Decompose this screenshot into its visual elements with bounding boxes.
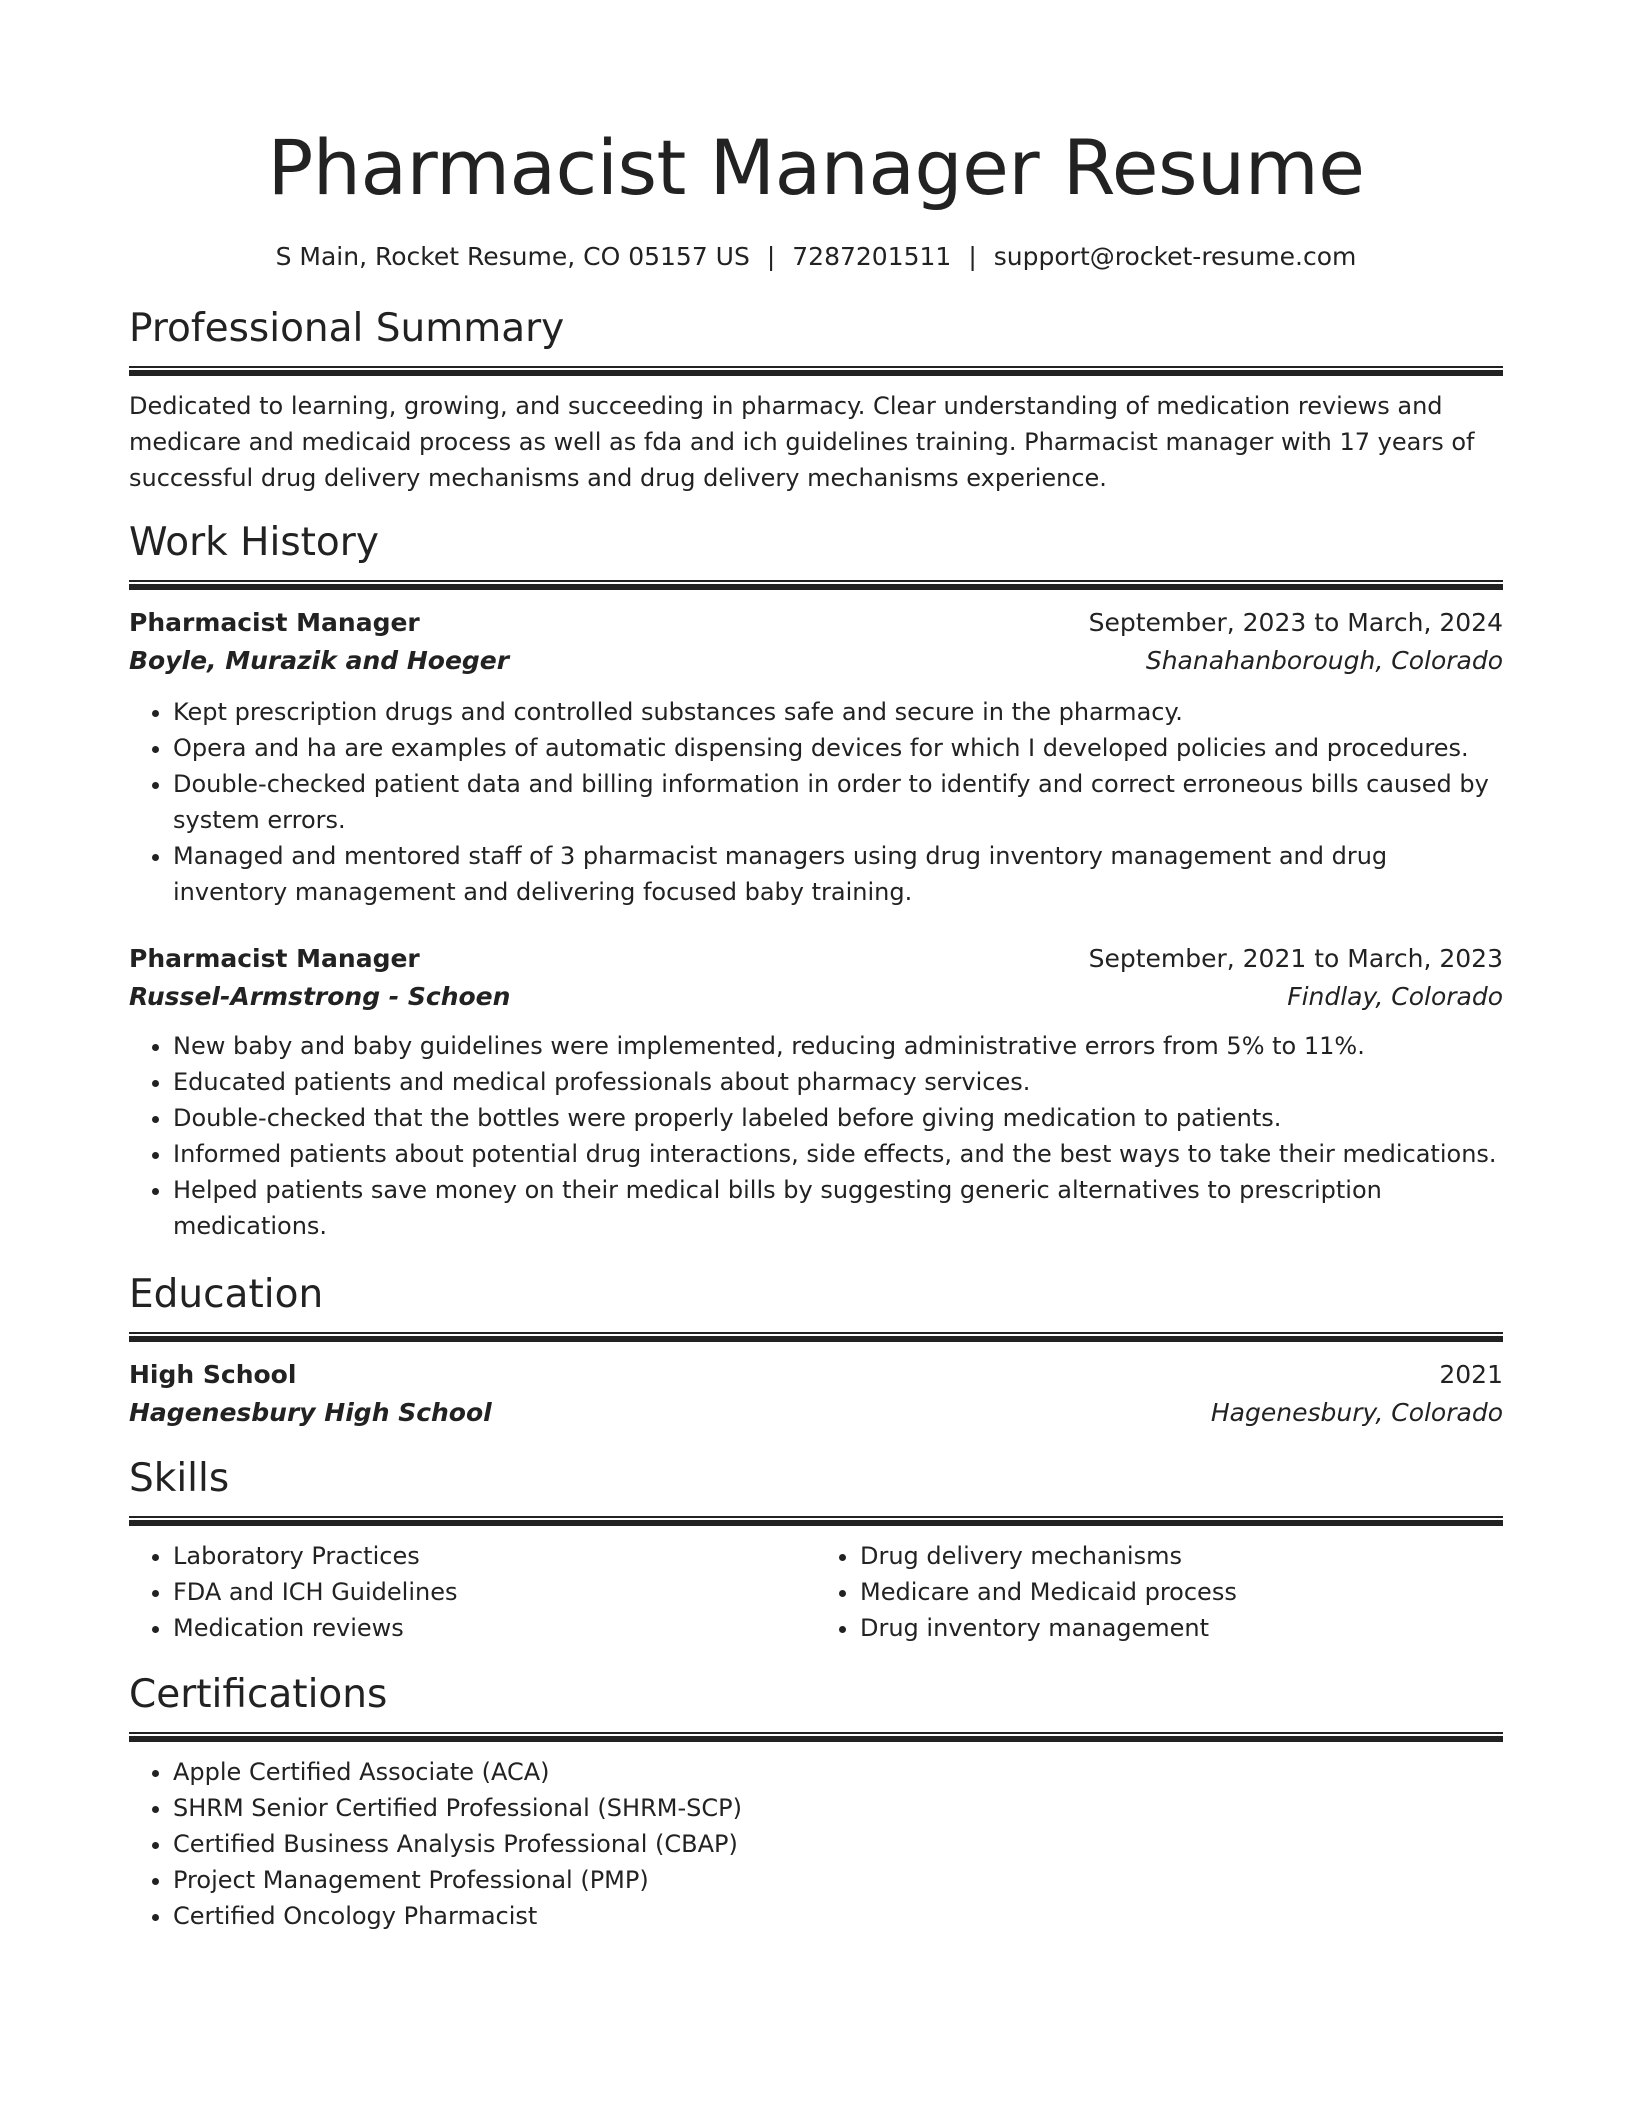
contact-address: S Main, Rocket Resume, CO 05157 US <box>275 242 750 271</box>
skill-item: • Medication reviews <box>173 1610 816 1646</box>
job-company: Boyle, Murazik and Hoeger <box>129 646 510 675</box>
contact-separator: | <box>968 242 977 271</box>
certification-item: • Apple Certified Associate (ACA) <box>173 1754 1503 1790</box>
job-bullets <box>129 694 1503 910</box>
skill-item: • Medicare and Medicaid process <box>860 1574 1503 1610</box>
education-year: 2021 <box>1439 1360 1503 1389</box>
skill-item: • Laboratory Practices <box>173 1538 816 1574</box>
skills-columns <box>129 1538 1503 1646</box>
job-bullet: • Kept prescription drugs and controlled substances safe and secure in the pharmacy. <box>173 694 1503 730</box>
section-title-work-history: Work History <box>129 520 379 565</box>
education-header-row <box>129 1356 1503 1394</box>
section-title-certifications: Certifications <box>129 1672 388 1717</box>
job-bullet: • Double-checked that the bottles were properly labeled before giving medication to patients. <box>173 1100 1503 1136</box>
education-section <box>129 1270 1503 1432</box>
contact-email: support@rocket-resume.com <box>993 242 1357 271</box>
section-title-summary: Professional Summary <box>129 306 565 351</box>
section-title-education: Education <box>129 1272 324 1317</box>
contact-line <box>129 240 1503 274</box>
job-entry <box>129 604 1503 910</box>
job-bullet: • Informed patients about potential drug interactions, side effects, and the best ways to take their medications. <box>173 1136 1503 1172</box>
certification-item: • Project Management Professional (PMP) <box>173 1862 1503 1898</box>
certification-item: • Certified Oncology Pharmacist <box>173 1898 1503 1934</box>
skills-section <box>129 1454 1503 1646</box>
job-bullet: • Opera and ha are examples of automatic dispensing devices for which I developed policies and procedures. <box>173 730 1503 766</box>
job-role: Pharmacist Manager <box>129 608 420 637</box>
section-divider <box>129 1732 1503 1742</box>
work-history-section <box>129 518 1503 1244</box>
certification-item: • SHRM Senior Certified Professional (SHRM-SCP) <box>173 1790 1503 1826</box>
resume-title: Pharmacist Manager Resume <box>267 123 1365 212</box>
job-location: Shanahanborough, Colorado <box>1145 646 1503 675</box>
job-bullet: • New baby and baby guidelines were implemented, reducing administrative errors from 5% to 11%. <box>173 1028 1503 1064</box>
education-entry <box>129 1356 1503 1432</box>
section-divider <box>129 366 1503 376</box>
education-location: Hagenesbury, Colorado <box>1210 1398 1503 1427</box>
education-school: Hagenesbury High School <box>129 1398 492 1427</box>
job-company: Russel-Armstrong - Schoen <box>129 982 511 1011</box>
certifications-list <box>129 1754 1503 1934</box>
skills-list-left <box>129 1538 816 1646</box>
job-dates: September, 2023 to March, 2024 <box>1088 608 1503 637</box>
job-bullets <box>129 1028 1503 1244</box>
job-entry <box>129 940 1503 1244</box>
skill-item: • Drug delivery mechanisms <box>860 1538 1503 1574</box>
certifications-section <box>129 1670 1503 1934</box>
contact-separator: | <box>766 242 776 271</box>
job-bullet: • Educated patients and medical professionals about pharmacy services. <box>173 1064 1503 1100</box>
education-degree: High School <box>129 1360 297 1389</box>
job-company-row <box>129 978 1503 1016</box>
job-company-row <box>129 642 1503 680</box>
section-divider <box>129 1332 1503 1342</box>
section-title-skills: Skills <box>129 1456 230 1501</box>
job-header-row <box>129 940 1503 978</box>
job-role: Pharmacist Manager <box>129 944 420 973</box>
skill-item: • FDA and ICH Guidelines <box>173 1574 816 1610</box>
job-header-row <box>129 604 1503 642</box>
job-dates: September, 2021 to March, 2023 <box>1088 944 1503 973</box>
job-bullet: • Managed and mentored staff of 3 pharmacist managers using drug inventory management and drug inventory management and delivering focused baby training. <box>173 838 1503 910</box>
job-bullet: • Double-checked patient data and billing information in order to identify and correct erroneous bills caused by system errors. <box>173 766 1503 838</box>
section-divider <box>129 580 1503 590</box>
job-bullet: • Helped patients save money on their medical bills by suggesting generic alternatives to prescription medications. <box>173 1172 1503 1244</box>
section-divider <box>129 1516 1503 1526</box>
certification-item: • Certified Business Analysis Professional (CBAP) <box>173 1826 1503 1862</box>
contact-phone: 7287201511 <box>792 242 952 271</box>
education-school-row <box>129 1394 1503 1432</box>
skill-item: • Drug inventory management <box>860 1610 1503 1646</box>
skills-list-right <box>816 1538 1503 1646</box>
summary-text: Dedicated to learning, growing, and succeeding in pharmacy. Clear understanding of medication reviews and medicare and medicaid process as well as fda and ich guidelines training. Pharmacist manager with 17 years of successful drug delivery mechanisms and drug delivery mechanisms experience. <box>129 392 1475 492</box>
job-location: Findlay, Colorado <box>1287 982 1503 1011</box>
summary-section <box>129 304 1503 496</box>
